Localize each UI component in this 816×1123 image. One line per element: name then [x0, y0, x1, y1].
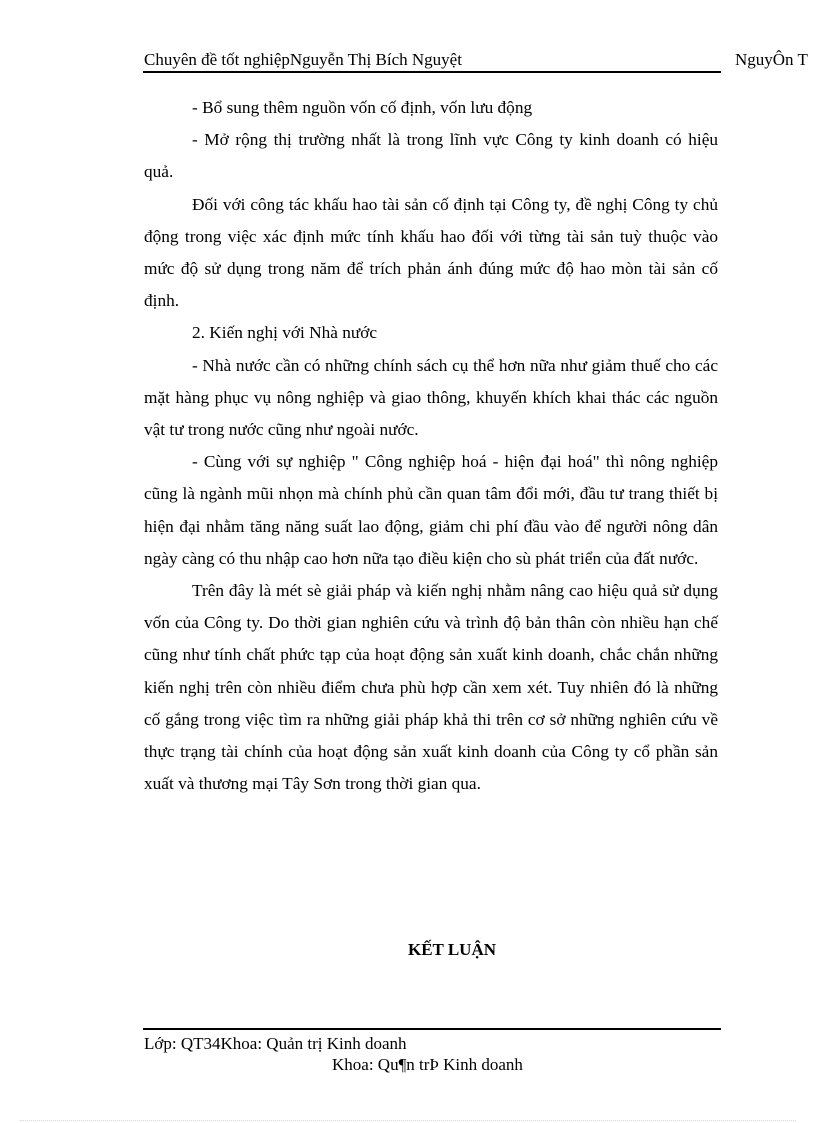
- section-heading-2: 2. Kiến nghị với Nhà nước: [192, 323, 378, 343]
- paragraph-5: - Cùng với sự nghiệp " Công nghiệp hoá - hiện đại hoá" thì nông nghiệp cũng là ngành mũi nhọn mà chính phủ cần quan tâm đổi mới, đầu tư trang thiết bị hiện đại nhằm tăng năng suất lao động, giảm chi phí đầu vào để người nông dân ngày càng có thu nhập cao hơn nữa tạo điều kiện cho sù phát triển của đất nước.: [144, 452, 718, 568]
- paragraph-1: - Bổ sung thêm nguồn vốn cố định, vốn lưu động: [192, 98, 533, 117]
- paragraph-2: - Mở rộng thị trường nhất là trong lĩnh vực Công ty kinh doanh có hiệu quả.: [144, 130, 718, 182]
- footer-class-info: Lớp: QT34Khoa: Quản trị Kinh doanh: [144, 1034, 407, 1053]
- conclusion-heading: KẾT LUẬN: [407, 940, 496, 959]
- footer-faculty: Khoa: Qu¶n trÞ Kinh doanh: [332, 1055, 523, 1074]
- header-divider: [143, 71, 721, 73]
- paragraph-4: - Nhà nước cần có những chính sách cụ thể hơn nữa như giảm thuế cho các mặt hàng phục vụ nông nghiệp và giao thông, khuyến khích khai thác các nguồn vật tư trong nước cũng như ngoài nước.: [144, 355, 718, 440]
- paragraph-3: Đối với công tác khấu hao tài sản cố định tại Công ty, đề nghị Công ty chủ động trong việc xác định mức tính khấu hao đối với từng tài sản tuỳ thuộc vào mức độ sử dụng trong năm để trích phản ánh đúng mức độ hao mòn tài sản cố định.: [144, 194, 718, 311]
- header-title: Chuyên đề tốt nghiệpNguyễn Thị Bích Nguyệt: [144, 50, 462, 69]
- paragraph-6: Trên đây là mét sè giải pháp và kiến nghị nhằm nâng cao hiệu quả sử dụng vốn của Công ty. Do thời gian nghiên cứu và trình độ bản thân còn nhiều hạn chế cũng như tính chất phức tạp của hoạt động sản xuất kinh doanh, chắc chắn những kiến nghị trên còn nhiều điểm chưa phù hợp cần xem xét. Tuy nhiên đó là những cố gắng trong việc tìm ra những giải pháp khả thi trên cơ sở những nghiên cứu về thực trạng tài chính của hoạt động sản xuất kinh doanh của Công ty cổ phần sản xuất và thương mại Tây Sơn trong thời gian qua.: [144, 581, 718, 794]
- page-bottom-edge: [20, 1120, 796, 1121]
- footer-divider: [143, 1028, 721, 1030]
- document-body: [144, 92, 718, 800]
- header-author-fragment: NguyÔn T: [735, 50, 808, 69]
